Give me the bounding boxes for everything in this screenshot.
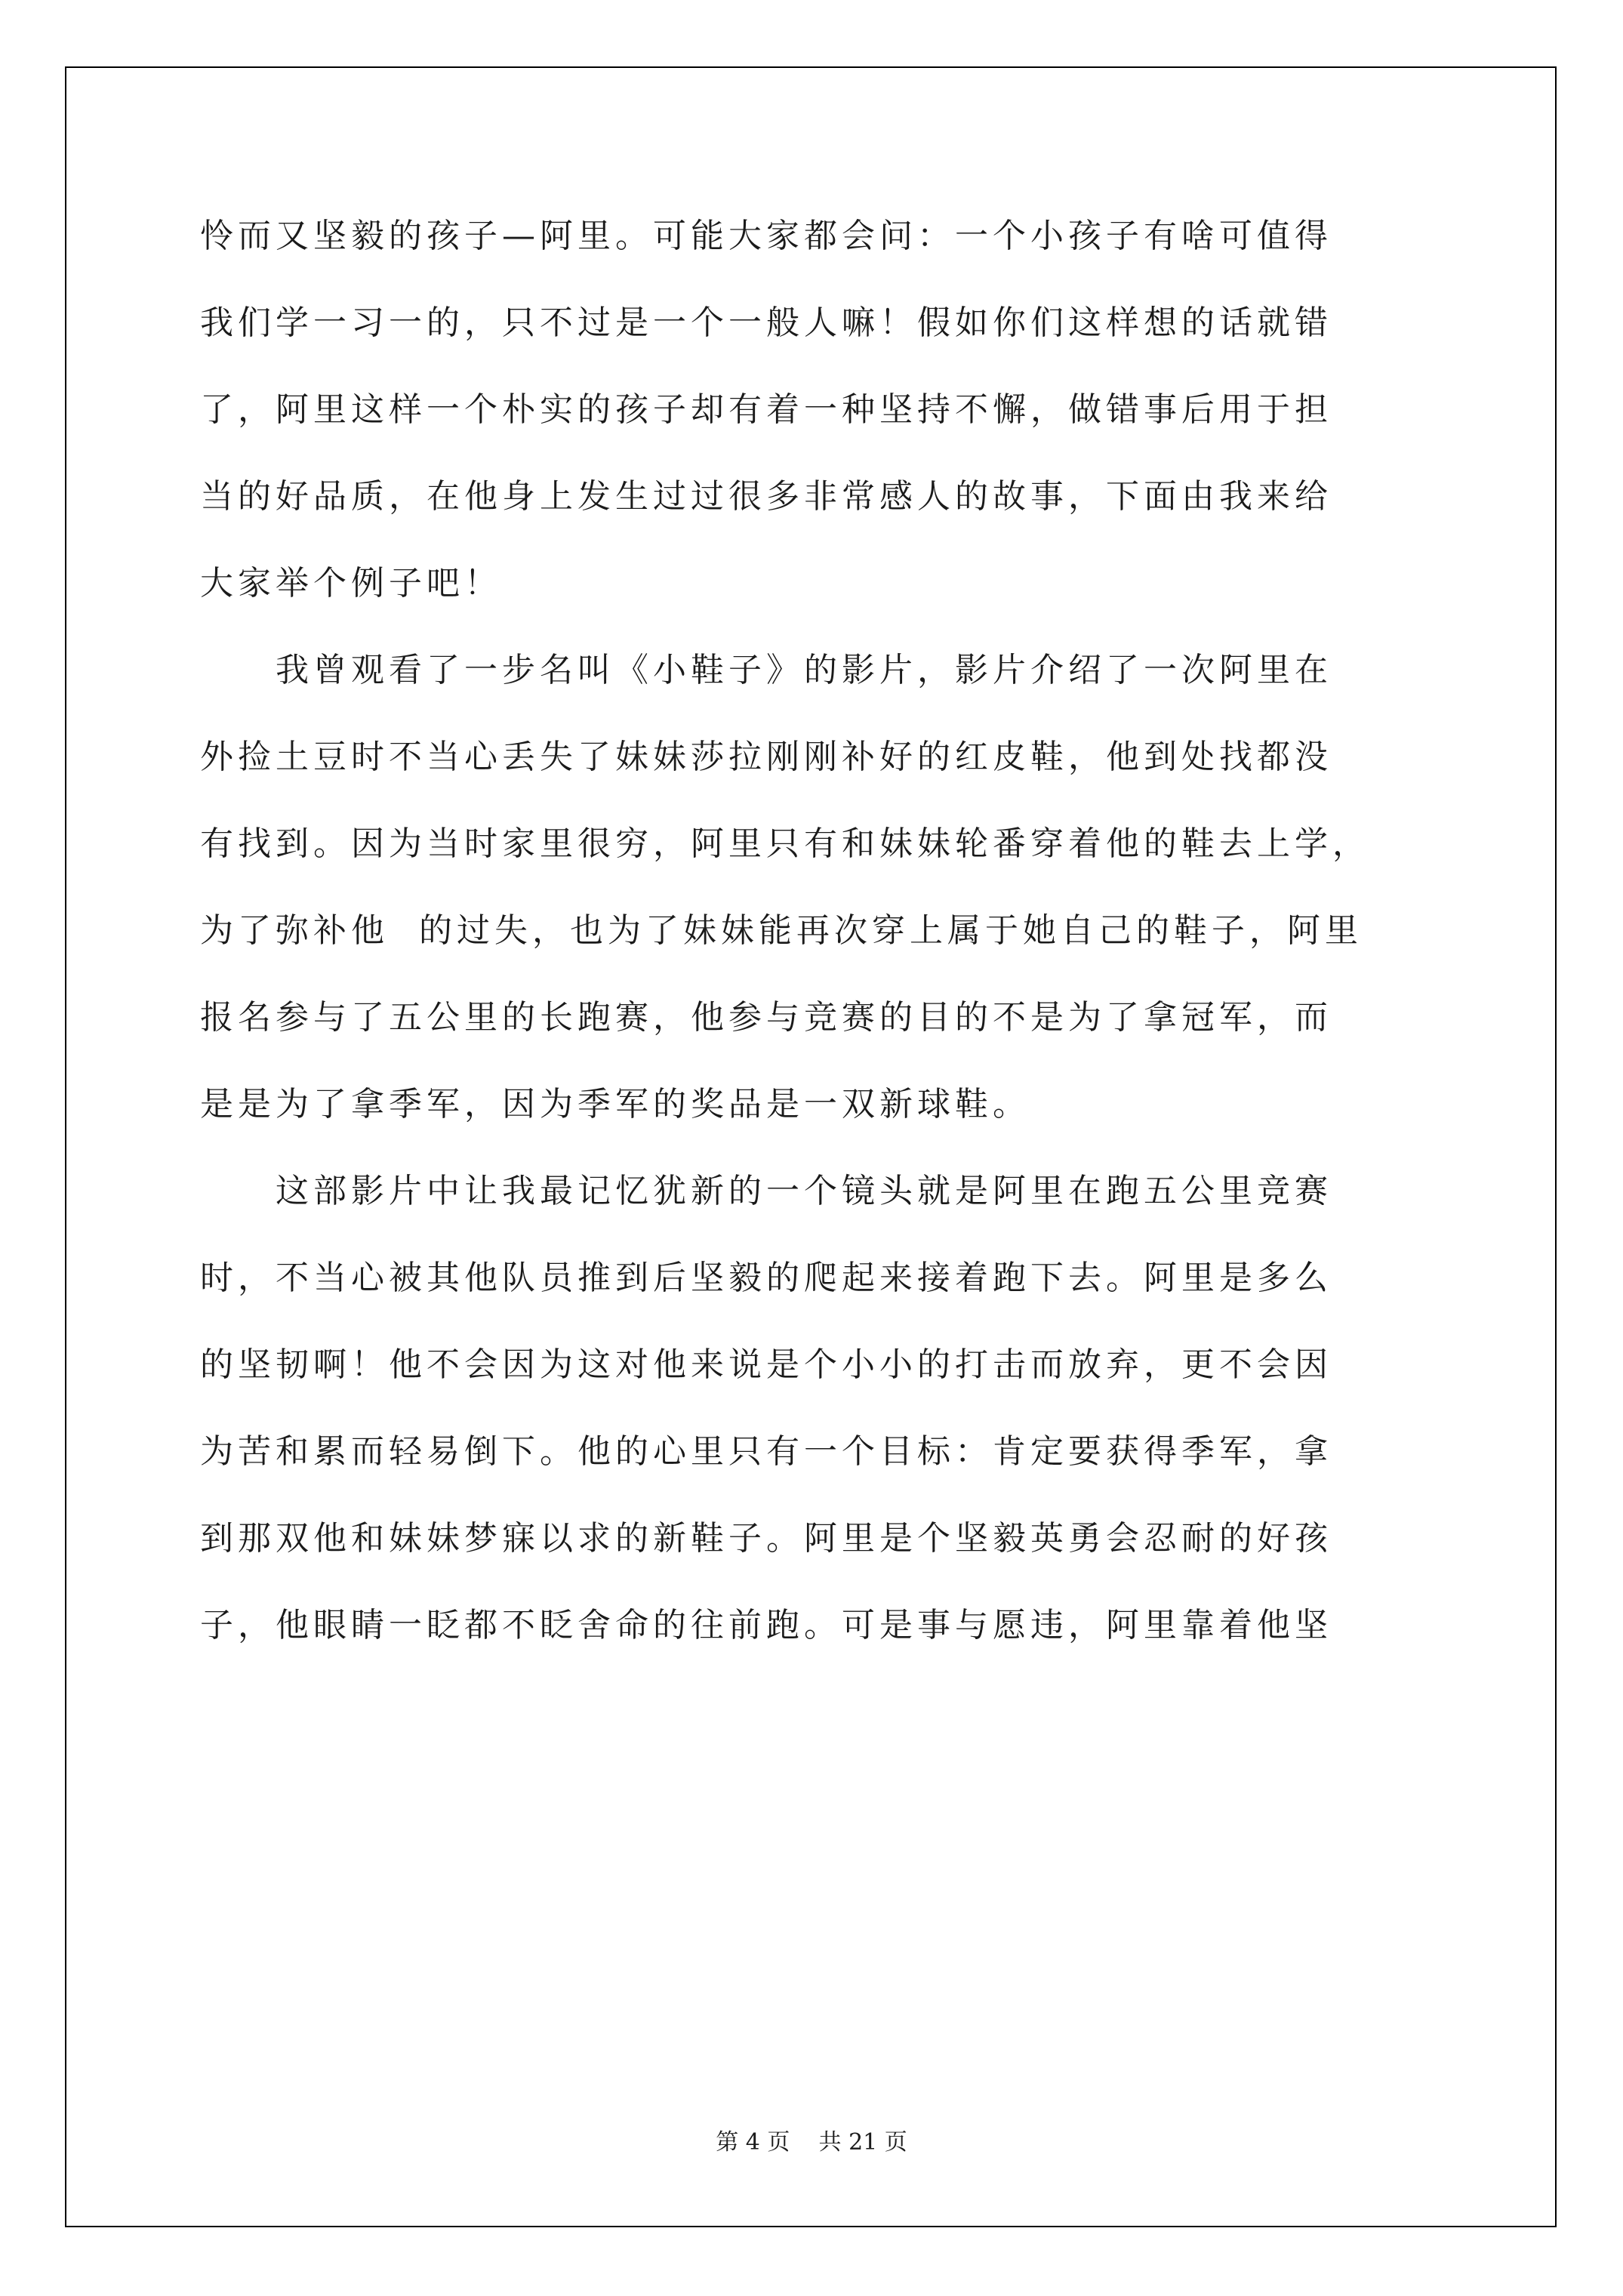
text-line: 我曾观看了一步名叫《小鞋子》的影片，影片介绍了一次阿里在 xyxy=(200,651,1332,689)
text-line: 当的好品质，在他身上发生过过很多非常感人的故事，下面由我来给 xyxy=(200,477,1332,516)
text-line: 是是为了拿季军，因为季军的奖品是一双新球鞋。 xyxy=(200,1085,1030,1123)
text-line: 的坚韧啊！他不会因为这对他来说是个小小的打击而放弃，更不会因 xyxy=(200,1345,1332,1384)
text-line: 这部影片中让我最记忆犹新的一个镜头就是阿里在跑五公里竞赛 xyxy=(200,1172,1332,1210)
text-line: 为了弥补他 的过失，也为了妹妹能再次穿上属于她自己的鞋子，阿里 xyxy=(200,911,1363,950)
text-line: 怜而又坚毅的孩子—阿里。可能大家都会问：一个小孩子有啥可值得 xyxy=(200,217,1332,255)
text-line: 有找到。因为当时家里很穷，阿里只有和妹妹轮番穿着他的鞋去上学， xyxy=(200,824,1370,863)
text-line: 外捡土豆时不当心丢失了妹妹莎拉刚刚补好的红皮鞋，他到处找都没 xyxy=(200,738,1332,776)
text-line: 大家举个例子吧！ xyxy=(200,564,502,603)
text-line: 了，阿里这样一个朴实的孩子却有着一种坚持不懈，做错事后用于担 xyxy=(200,390,1332,429)
page-number: 第 4 页 xyxy=(716,2129,790,2156)
text-line: 到那双他和妹妹梦寐以求的新鞋子。阿里是个坚毅英勇会忍耐的好孩 xyxy=(200,1519,1332,1558)
document-body xyxy=(200,215,1423,1691)
text-line: 时，不当心被其他队员推到后坚毅的爬起来接着跑下去。阿里是多么 xyxy=(200,1259,1332,1297)
text-line: 报名参与了五公里的长跑赛，他参与竞赛的目的不是为了拿冠军，而 xyxy=(200,998,1332,1037)
page-footer xyxy=(0,2123,1623,2156)
text-line: 子，他眼睛一眨都不眨舍命的往前跑。可是事与愿违，阿里靠着他坚 xyxy=(200,1606,1332,1644)
page-total: 共 21 页 xyxy=(818,2129,907,2156)
text-line: 我们学一习一的，只不过是一个一般人嘛！假如你们这样想的话就错 xyxy=(200,304,1332,342)
text-line: 为苦和累而轻易倒下。他的心里只有一个目标：肯定要获得季军，拿 xyxy=(200,1432,1332,1471)
